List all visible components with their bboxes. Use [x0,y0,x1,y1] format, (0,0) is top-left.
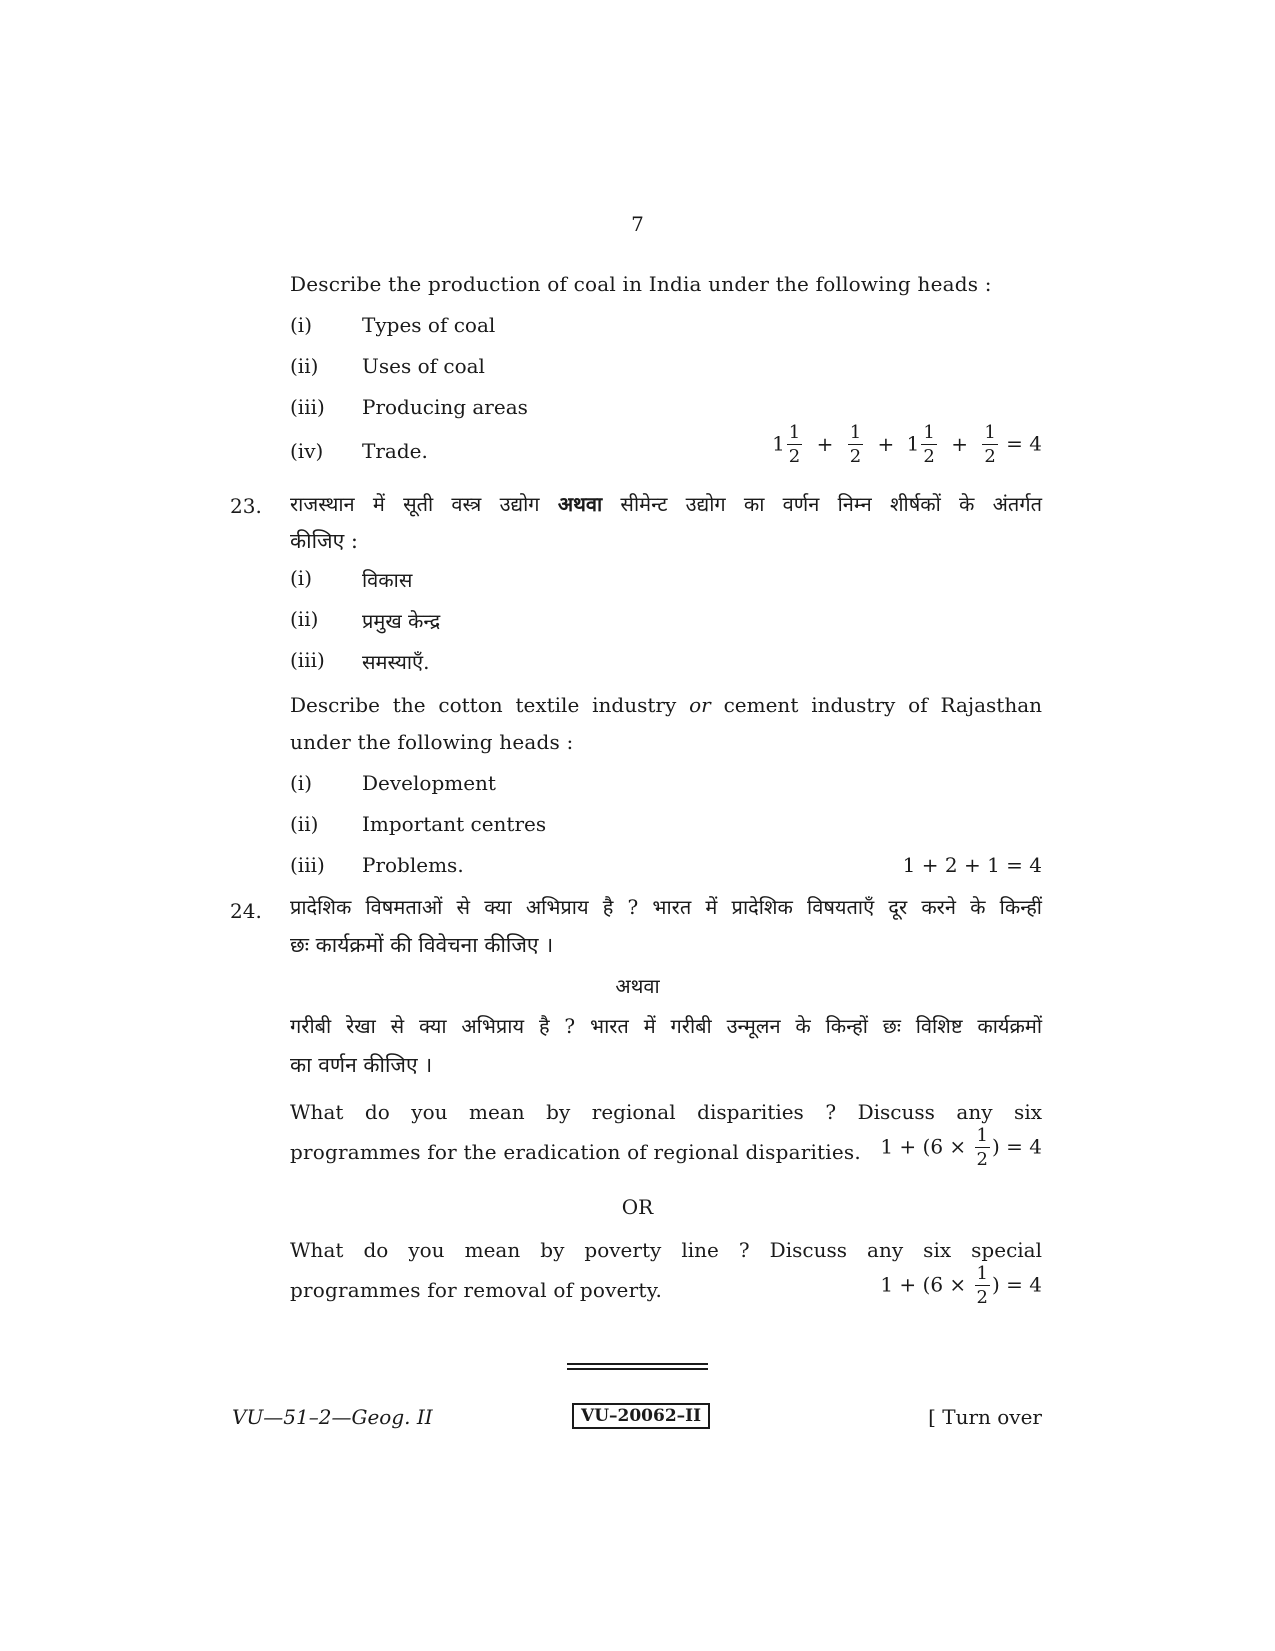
end-rule-bottom [567,1368,708,1370]
item-number: (iii) [290,648,325,672]
fraction: $\frac{1}{2}$ [923,422,935,467]
item-label: Producing areas [362,395,528,419]
q24-english-a-line1: What do you mean by regional disparities ? Discuss any six [290,1100,1042,1124]
q24-english-a-line2: programmes for the eradication of regional disparities. [290,1140,861,1164]
whole-number: 1 [772,431,785,456]
page-number: 7 [631,212,644,236]
whole-number: 1 [906,431,920,456]
footer-paper-code: VU—51–2—Geog. II [232,1405,433,1429]
item-number: (iii) [290,853,325,877]
q22-intro: Describe the production of coal in India under the following heads : [290,272,992,296]
fraction: $\frac{1}{2}$ [849,422,862,467]
item-number: (i) [290,313,313,337]
or-bold: अथवा [557,492,603,516]
question-number: 23. [230,494,262,518]
q24-marks-b: 1 + (6 × $\frac{1}{2}$ ) = 4 [880,1263,1042,1308]
end-rule-top [567,1363,708,1365]
question-number: 24. [230,899,262,923]
item-label: Problems. [362,853,464,877]
item-number: (i) [290,771,313,795]
q22-marks: 1 $\frac{1}{2}$ + $\frac{1}{2}$ + 1 $\frac{1}{2}$ + $\frac{1}{2}$ = 4 [772,422,1042,467]
item-label: Development [362,771,496,795]
q23-marks: 1 + 2 + 1 = 4 [902,853,1042,877]
item-number: (ii) [290,812,319,836]
fraction: $\frac{1}{2}$ [976,1125,988,1170]
q24-hindi-a-line2: छः कार्यक्रमों की विवेचना कीजिए । [290,933,554,957]
list-item [290,607,1042,637]
list-item [290,395,1042,425]
q24-hindi-a-line1: प्रादेशिक विषमताओं से क्या अभिप्राय है ? भारत में प्रादेशिक विषयताएँ दूर करने के किन्हीं [290,895,1042,919]
turn-over-note: [ Turn over [928,1405,1042,1429]
item-label: Types of coal [362,313,496,337]
q23-english-line1: Describe the cotton textile industry or cement industry of Rajasthan [290,693,1043,717]
q24-english-b-line2: programmes for removal of poverty. [290,1278,662,1302]
footer-booklet-code: VU–20062–II [572,1403,710,1429]
q24-hindi-b-line1: गरीबी रेखा से क्या अभिप्राय है ? भारत में गरीबी उन्मूलन के किन्हों छः विशिष्ट कार्यक्रमों [290,1014,1042,1038]
list-item [290,313,1042,343]
marks-total: = 4 [1006,431,1042,456]
item-label: Uses of coal [362,354,485,378]
item-label: प्रमुख केन्द्र [362,609,441,633]
item-label: विकास [362,568,413,592]
q24-marks-a: 1 + (6 × $\frac{1}{2}$ ) = 4 [880,1125,1042,1170]
item-number: (iii) [290,395,325,419]
q24-english-b-line1: What do you mean by poverty line ? Discuss any six special [290,1238,1042,1262]
item-label: Important centres [362,812,547,836]
item-number: (ii) [290,607,319,631]
item-label: समस्याएँ. [362,650,430,674]
item-label: Trade. [362,439,428,463]
list-item [290,771,1042,801]
english-or: OR [621,1195,654,1219]
fraction: $\frac{1}{2}$ [984,422,996,467]
item-number: (i) [290,566,313,590]
q23-hindi-line1: राजस्थान में सूती वस्त्र उद्योग अथवा सीमेन्ट उद्योग का वर्णन निम्न शीर्षकों के अंतर्गत [290,492,1042,516]
list-item [290,648,1042,678]
item-number: (ii) [290,354,319,378]
list-item [290,354,1042,384]
q23-hindi-line2: कीजिए : [290,529,358,553]
hindi-or: अथवा [615,974,660,998]
item-number: (iv) [290,439,324,463]
list-item [290,566,1042,596]
q24-hindi-b-line2: का वर्णन कीजिए । [290,1053,433,1077]
fraction: $\frac{1}{2}$ [788,422,801,467]
list-item [290,812,1042,842]
q23-english-line2: under the following heads : [290,730,574,754]
fraction: $\frac{1}{2}$ [976,1263,988,1308]
